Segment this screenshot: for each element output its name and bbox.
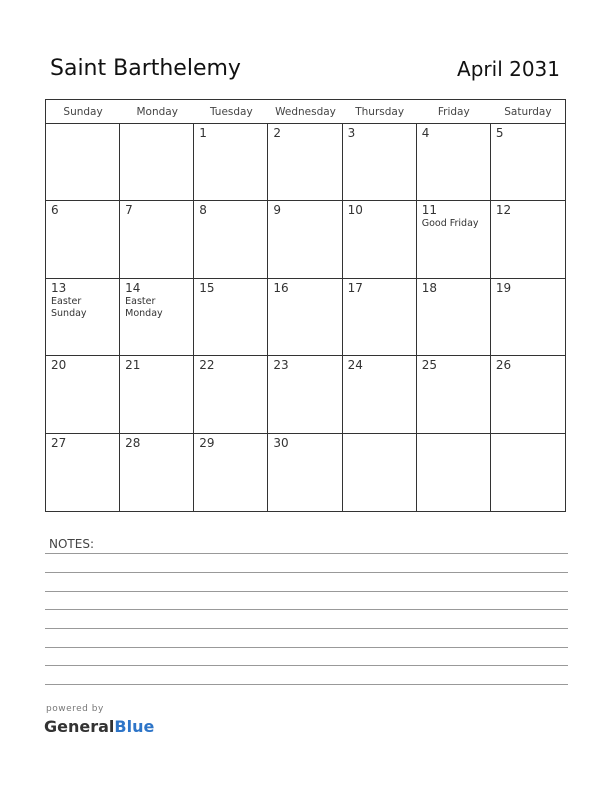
day-number: 21 [125, 358, 141, 373]
brand-blue: Blue [114, 717, 155, 736]
weekday-friday: Friday [437, 106, 470, 118]
month-title: April 2031 [457, 57, 560, 81]
generalblue-logo [44, 717, 154, 736]
day-cell [46, 124, 120, 201]
day-cell [120, 124, 194, 201]
day-number: 12 [495, 203, 512, 218]
powered-by-text: powered by [46, 704, 104, 714]
weekday-wednesday: Wednesday [275, 106, 336, 118]
day-cell [46, 434, 120, 511]
day-cell [120, 201, 194, 278]
day-number: 22 [199, 358, 215, 373]
weekday-monday: Monday [136, 106, 178, 118]
day-cell [343, 356, 417, 433]
notes-line [45, 572, 568, 573]
day-cell [343, 434, 417, 511]
day-number: 29 [199, 435, 215, 450]
weekday-thursday: Thursday [355, 106, 405, 118]
day-cell [46, 279, 120, 356]
day-number: 8 [199, 203, 207, 218]
day-cell [194, 434, 268, 511]
day-cell [46, 356, 120, 433]
day-cell [268, 124, 342, 201]
day-number: 16 [273, 280, 289, 295]
day-cell [46, 201, 120, 278]
day-number: 23 [273, 358, 289, 373]
weekday-tuesday: Tuesday [209, 106, 253, 118]
brand-general: General [44, 717, 115, 736]
day-cell [417, 434, 491, 511]
day-cell [491, 124, 565, 201]
day-number: 7 [125, 203, 133, 218]
day-number: 20 [51, 358, 67, 373]
day-cell [343, 124, 417, 201]
notes-line [45, 665, 568, 666]
day-number: 13 [51, 280, 67, 295]
day-cell [491, 434, 565, 511]
day-number: 11 [421, 203, 437, 218]
calendar-grid [45, 99, 566, 512]
day-cell [417, 124, 491, 201]
notes-line [45, 591, 568, 592]
notes-line [45, 628, 568, 629]
day-number: 10 [347, 203, 363, 218]
day-number: 17 [347, 280, 363, 295]
day-number: 4 [421, 126, 430, 140]
day-number: 24 [347, 358, 363, 373]
holiday-label: Good Friday [421, 218, 479, 230]
weekday-sunday: Sunday [63, 106, 103, 118]
day-cell [491, 356, 565, 433]
day-cell [417, 279, 491, 356]
day-cell [491, 201, 565, 278]
notes-label: NOTES: [49, 537, 94, 551]
day-number: 25 [421, 358, 437, 373]
day-cell [194, 124, 268, 201]
day-grid [46, 124, 565, 511]
day-number: 28 [125, 435, 141, 450]
day-number: 1 [199, 126, 207, 140]
day-cell [120, 279, 194, 356]
day-cell [268, 201, 342, 278]
weekday-saturday: Saturday [504, 106, 552, 118]
day-cell [268, 434, 342, 511]
country-title: Saint Barthelemy [50, 56, 241, 81]
notes-line [45, 684, 568, 685]
weekday-header [46, 100, 565, 124]
day-number: 19 [495, 280, 512, 295]
day-number: 15 [199, 280, 215, 295]
day-number: 30 [273, 435, 289, 450]
day-cell [343, 201, 417, 278]
day-cell [268, 356, 342, 433]
day-number: 27 [51, 435, 67, 450]
notes-line [45, 609, 568, 610]
day-number: 5 [495, 126, 504, 140]
day-number: 3 [347, 126, 356, 140]
day-cell [194, 279, 268, 356]
day-number: 18 [421, 280, 437, 295]
day-cell [120, 434, 194, 511]
day-number: 6 [51, 203, 59, 218]
day-cell [120, 356, 194, 433]
day-number: 2 [273, 126, 282, 140]
day-number: 14 [125, 280, 141, 295]
notes-line [45, 647, 568, 648]
day-cell [491, 279, 565, 356]
day-cell [417, 356, 491, 433]
day-cell [194, 356, 268, 433]
day-cell [417, 201, 491, 278]
day-number: 9 [273, 203, 282, 218]
notes-line [45, 553, 568, 554]
holiday-label: Easter Sunday [51, 295, 87, 319]
holiday-label: Easter Monday [125, 295, 163, 319]
day-cell [268, 279, 342, 356]
day-cell [343, 279, 417, 356]
day-cell [194, 201, 268, 278]
day-number: 26 [495, 358, 512, 373]
